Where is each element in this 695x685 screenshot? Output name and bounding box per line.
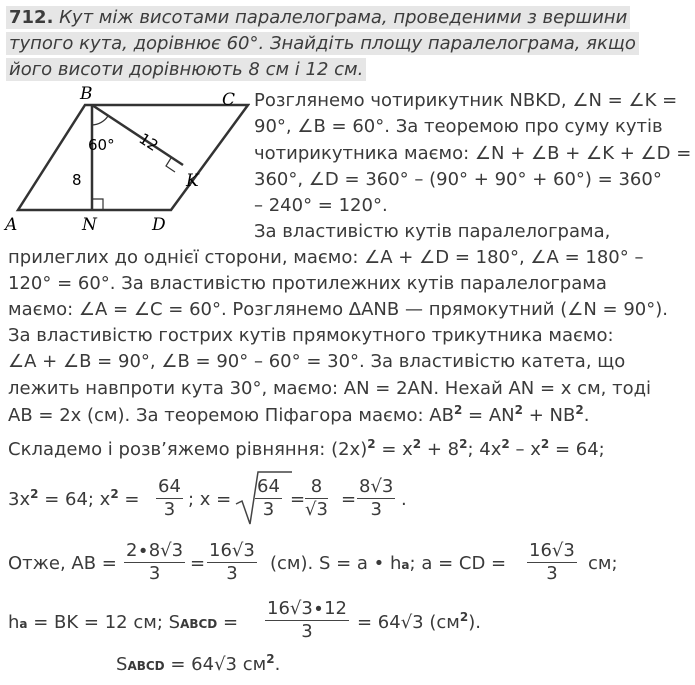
angle-arc [92, 116, 108, 125]
problem-statement [6, 6, 646, 84]
solution-line-1: Розглянемо чотирикутник NBKD, ∠N = ∠K = [254, 90, 678, 111]
label-d: D [152, 215, 166, 235]
fraction-8-sqrt3: $\frac{8}{√3}$ [305, 476, 328, 520]
fraction-sqrt-64-3: $\frac{64}{3}$ [257, 476, 280, 520]
problem-number: 712. [9, 7, 54, 28]
solution-line-6: За властивістю кутів паралелограма, [254, 221, 611, 242]
solution-line-7: прилеглих до однієї сторони, маємо: ∠A + ∠D = 180°, ∠A = 180° – [8, 247, 644, 268]
parallelogram-figure [0, 85, 250, 235]
solution-line-12: лежить навпроти кута 30°, маємо: AN = 2AN. Нехай AN = x см, тоді [8, 378, 652, 399]
problem-line-3: його висоти дорівнюють 8 см і 12 см. [6, 58, 366, 81]
problem-line-2: тупого кута, дорівнює 60°. Знайдіть площу паралелограма, якщо [6, 32, 639, 55]
solution-line-14: Складемо і розв’яжемо рівняння: $(2x)^2 = x^2 + 8^2$; $4x^2 - x^2 = 64$; [8, 437, 605, 460]
solution-line-2: 90°, ∠B = 60°. За теоремою про суму кутів [254, 116, 663, 137]
fraction-16sqrt3-3: $\frac{16√3}{3}$ [209, 540, 255, 584]
solution-line-3: чотирикутника маємо: ∠N + ∠B + ∠K + ∠D = [254, 143, 692, 164]
problem-line-1: 712. Кут між висотами паралелограма, проведеними з вершини [6, 6, 630, 29]
bn-label: 8 [72, 171, 82, 189]
bk-label: 12 [135, 129, 162, 155]
solution-line-11: ∠A + ∠B = 90°, ∠B = 90° – 60° = 30°. За властивістю катета, що [8, 351, 626, 372]
final-answer: SABCD = 64√3 $см^2$. [116, 652, 281, 675]
solution-line-8: 120° = 60°. За властивістю протилежних кутів паралелограма [8, 273, 607, 294]
fraction-64-3: $\frac{64}{3}$ [158, 476, 181, 520]
fraction-area: $\frac{16√3\cdot 12}{3}$ [267, 598, 347, 642]
solution-line-4: 360°, ∠D = 360° – (90° + 90° + 60°) = 360° [254, 169, 662, 190]
fraction-8sqrt3-3: $\frac{8√3}{3}$ [359, 476, 394, 520]
solution-line-10: За властивістю гострих кутів прямокутного трикутника маємо: [8, 325, 614, 346]
label-b: B [80, 85, 93, 104]
solution-line-13: AB = 2x (см). За теоремою Піфагора маємо: $AB^2 = AN^2 + NB^2$. [8, 403, 590, 426]
label-a: A [5, 215, 18, 235]
right-angle-marks [92, 158, 175, 210]
label-n: N [82, 215, 97, 235]
solution-line-9: маємо: ∠A = ∠C = 60°. Розглянемо ΔANB — прямокутний (∠N = 90°). [8, 299, 668, 320]
angle-label: 60° [88, 136, 115, 154]
label-k: K [186, 171, 199, 191]
fraction-2-8sqrt3-3: $\frac{2\cdot 8√3}{3}$ [126, 540, 184, 584]
parallelogram-lines [18, 105, 248, 210]
solution-line-5: – 240° = 120°. [254, 195, 388, 216]
label-c: C [222, 90, 236, 110]
fraction-cd: $\frac{16√3}{3}$ [529, 540, 575, 584]
